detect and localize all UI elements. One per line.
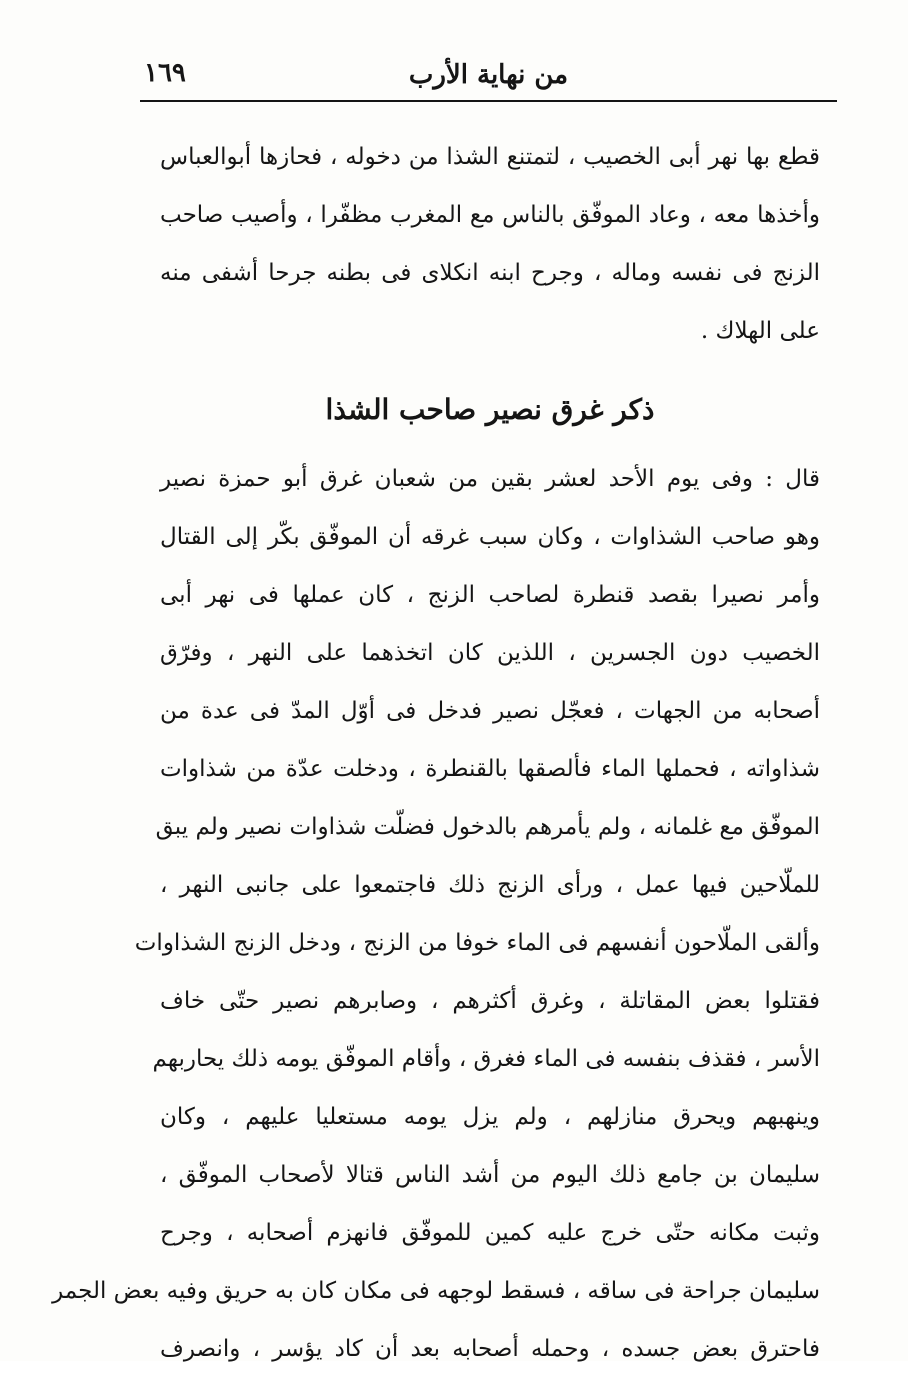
page-number: ١٦٩ [144, 58, 186, 88]
text-line: الموفّق مع غلمانه ، ولم يأمرهم بالدخول فضلّت شذاوات نصير ولم يبق [155, 814, 820, 840]
text-line: الأسر ، فقذف بنفسه فى الماء فغرق ، وأقام الموفّق يومه ذلك يحاربهم [152, 1046, 820, 1072]
text-line: وينهبهم ويحرق منازلهم ، ولم يزل يومه مستعليا عليهم ، وكان [160, 1104, 820, 1130]
text-line: فقتلوا بعض المقاتلة ، وغرق أكثرهم ، وصابرهم نصير حتّى خاف [160, 988, 820, 1014]
text-line: شذاواته ، فحملها الماء فألصقها بالقنطرة ، ودخلت عدّة من شذاوات [160, 756, 820, 782]
text-line: قطع بها نهر أبى الخصيب ، لتمتنع الشذا من دخوله ، فحازها أبوالعباس [160, 144, 820, 170]
running-title: من نهاية الأرب [408, 60, 569, 90]
text-line: قال : وفى يوم الأحد لعشر بقين من شعبان غرق أبو حمزة نصير [160, 466, 820, 492]
text-line: للملّاحين فيها عمل ، ورأى الزنج ذلك فاجتمعوا على جانبى النهر ، [160, 872, 820, 898]
text-line: فاحترق بعض جسده ، وحمله أصحابه بعد أن كاد يؤسر ، وانصرف [160, 1336, 820, 1362]
text-line: وأخذها معه ، وعاد الموفّق بالناس مع المغرب مظفّرا ، وأصيب صاحب [160, 202, 820, 228]
text-line: وثبت مكانه حتّى خرج عليه كمين للموفّق فانهزم أصحابه ، وجرح [160, 1220, 820, 1246]
page-header [140, 58, 837, 98]
text-line: وأمر نصيرا بقصد قنطرة لصاحب الزنج ، كان عملها فى نهر أبى [160, 582, 820, 608]
header-rule [140, 100, 837, 102]
section-heading: ذكر غرق نصير صاحب الشذا [325, 393, 655, 426]
text-line: الخصيب دون الجسرين ، اللذين كان اتخذهما على النهر ، وفرّق [160, 640, 820, 666]
text-line: أصحابه من الجهات ، فعجّل نصير فدخل فى أوّل المدّ فى عدة من [160, 698, 820, 724]
text-line: سليمان بن جامع ذلك اليوم من أشد الناس قتالا لأصحاب الموفّق ، [160, 1162, 820, 1188]
text-line: الزنج فى نفسه وماله ، وجرح ابنه انكلاى فى بطنه جرحا أشفى منه [160, 260, 820, 286]
paragraph-2 [52, 450, 820, 1378]
paragraph-1 [160, 128, 820, 360]
text-line: وألقى الملّاحون أنفسهم فى الماء خوفا من الزنج ، ودخل الزنج الشذاوات [134, 930, 820, 956]
text-line: على الهلاك . [700, 318, 820, 344]
text-line: سليمان جراحة فى ساقه ، فسقط لوجهه فى مكان كان به حريق وفيه بعض الجمر [52, 1278, 820, 1304]
text-line: وهو صاحب الشذاوات ، وكان سبب غرقه أن الموفّق بكّر إلى القتال [160, 524, 820, 550]
